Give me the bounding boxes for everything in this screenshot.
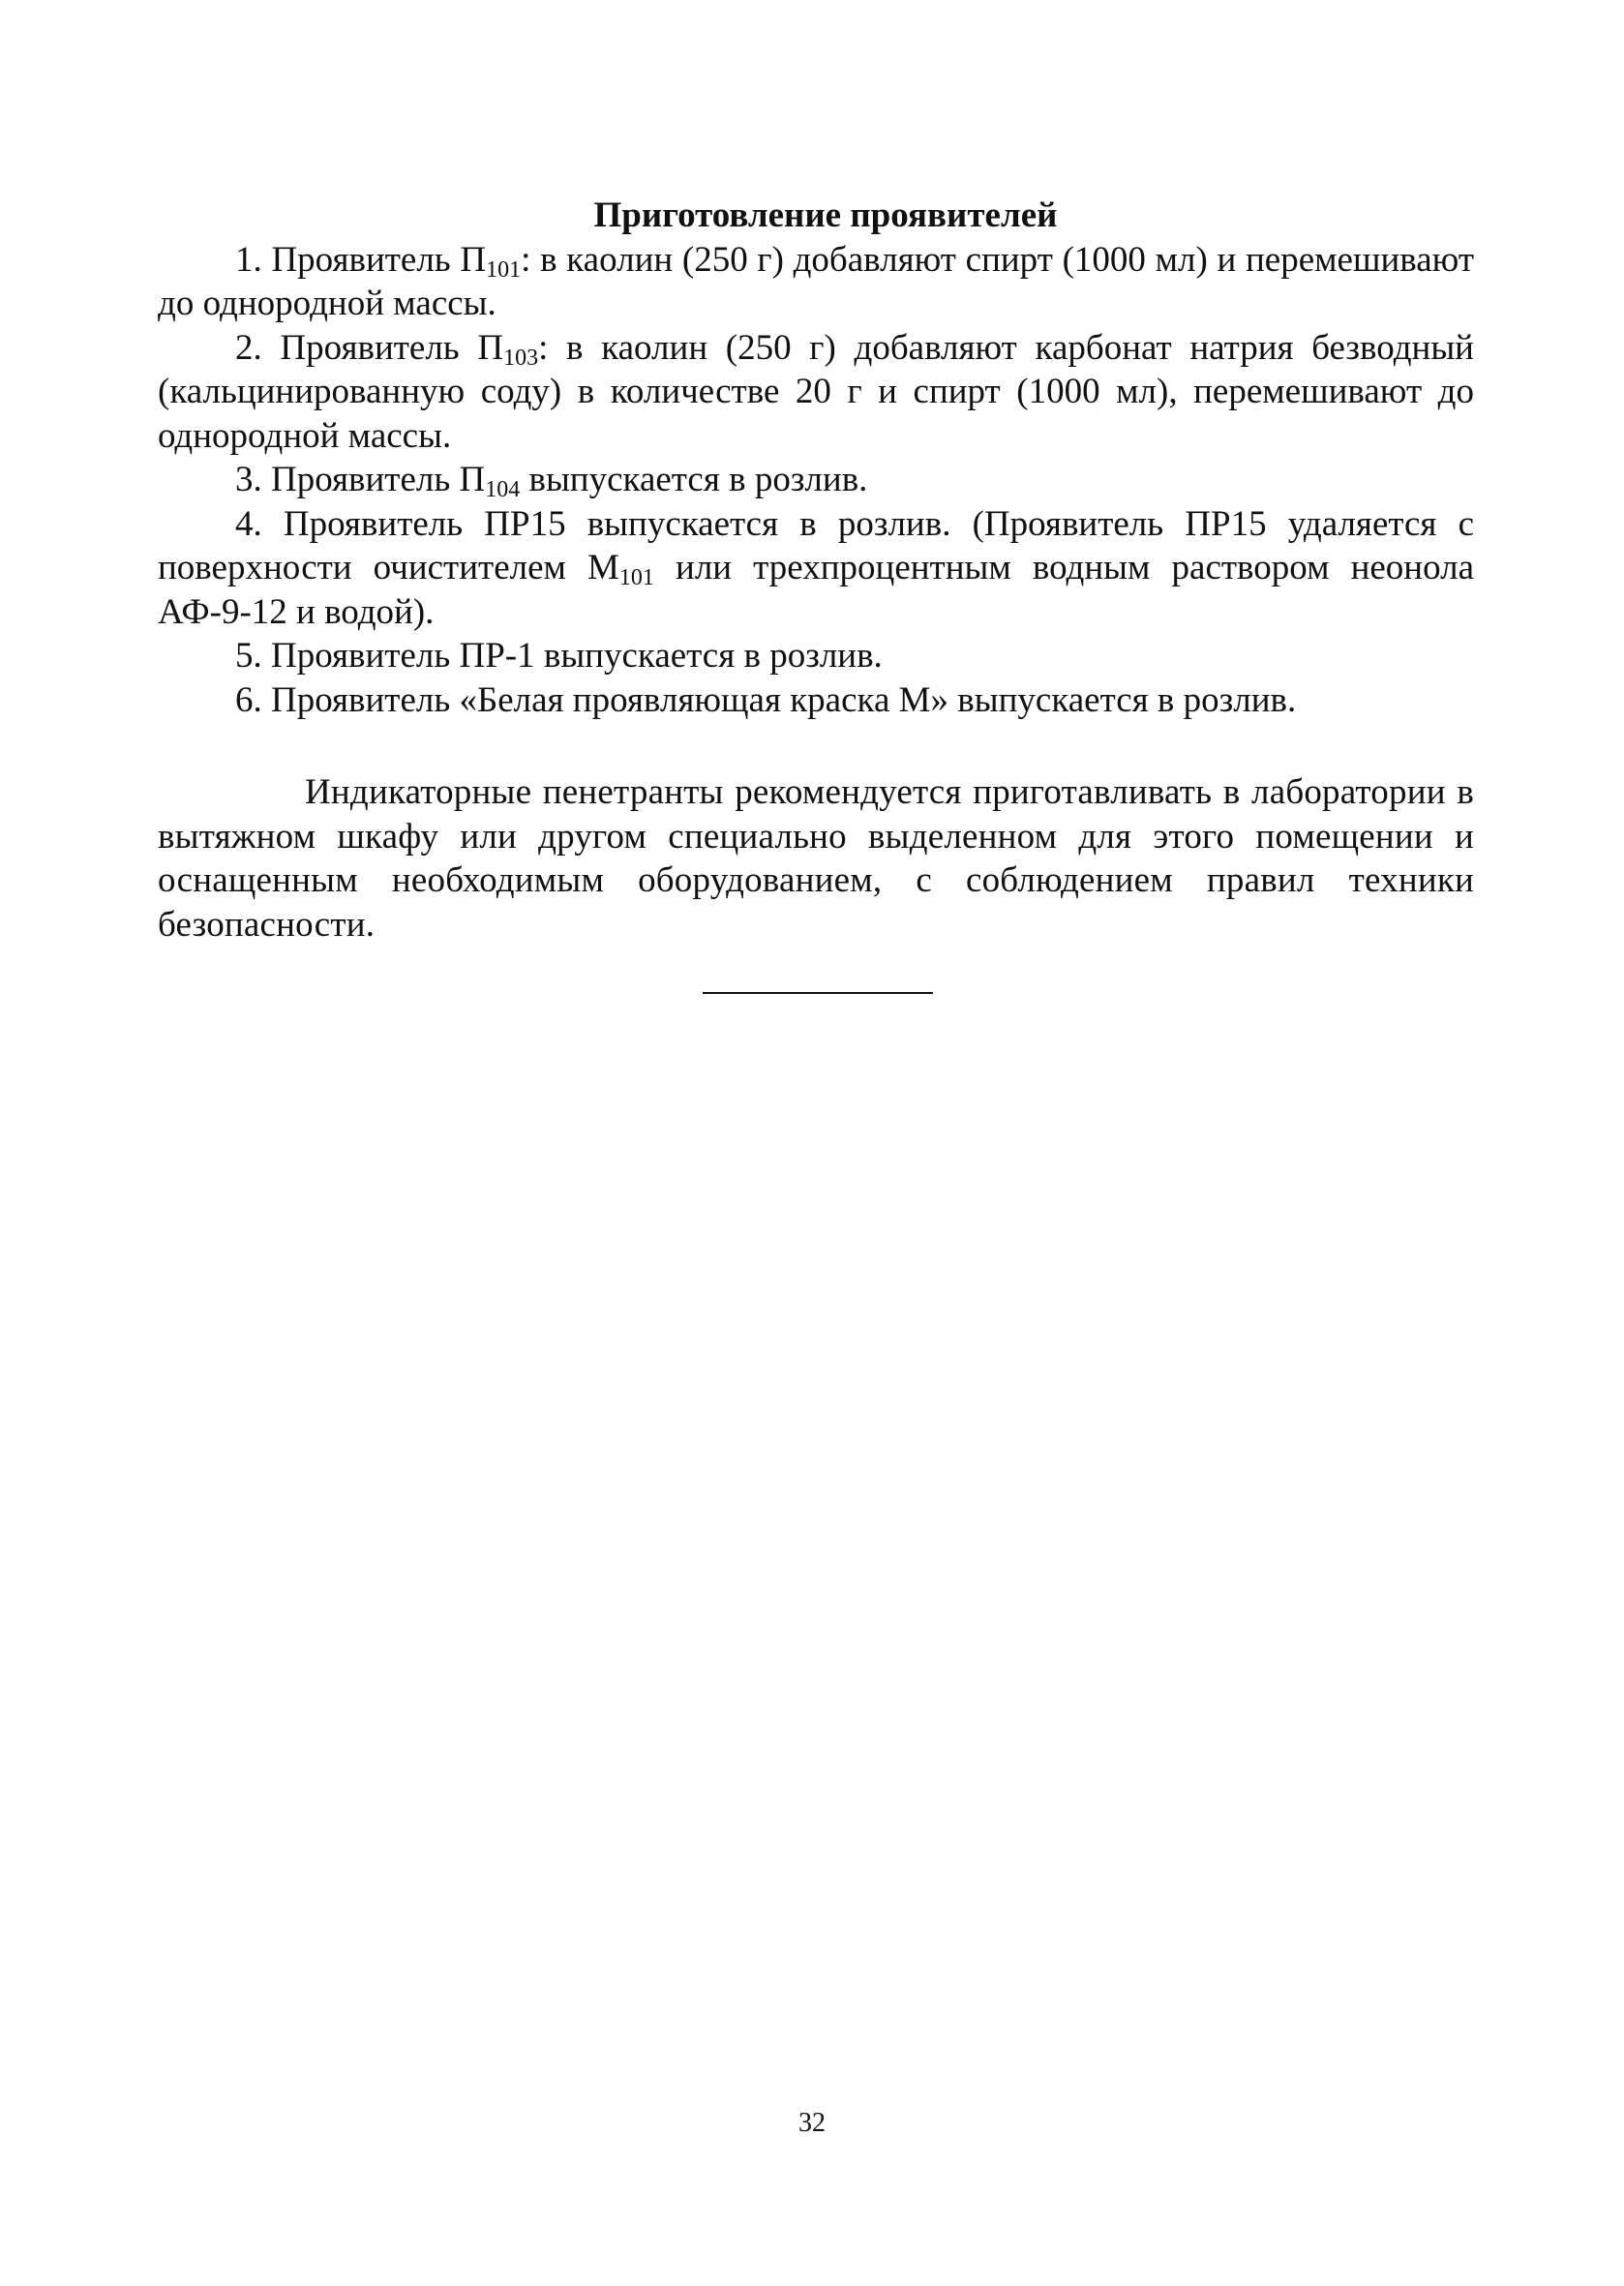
page-number: 32 xyxy=(798,2108,826,2138)
list-item-4 xyxy=(158,502,1474,635)
item-lead: 6. Проявитель «Белая проявляющая краска М» выпускается в розлив. xyxy=(235,679,1297,720)
list-item-2 xyxy=(158,326,1474,459)
item-rest: или трехпроцентным водным раствором неонола АФ-9-12 и водой). xyxy=(158,548,1474,632)
item-subscript: 101 xyxy=(486,256,522,283)
item-lead: 3. Проявитель П xyxy=(235,460,486,499)
item-lead: 1. Проявитель П xyxy=(235,239,487,280)
safety-note: Индикаторные пенетранты рекомендуется приготавливать в лаборатории в вытяжном шкафу или другом специально выделенном для этого помещении и оснащенным необходимым оборудованием, с соблюдением правил техники безопасности. xyxy=(158,772,1474,945)
item-lead: 4. Проявитель ПР15 выпускается в розлив. (Проявитель ПР15 удаляется с поверхности очистителем М xyxy=(158,503,1474,587)
list-item-6 xyxy=(158,678,1474,723)
list-item-5 xyxy=(158,634,1474,678)
item-rest: : в каолин (250 г) добавляют спирт (1000 мл) и перемешивают до однородной массы. xyxy=(158,239,1474,323)
list-item-1 xyxy=(158,238,1474,326)
item-subscript: 104 xyxy=(485,477,521,502)
item-rest: выпускается в розлив. xyxy=(520,460,868,499)
item-lead: 5. Проявитель ПР-1 выпускается в розлив. xyxy=(235,636,883,676)
document-body xyxy=(158,194,1474,947)
item-subscript: 101 xyxy=(618,565,654,590)
section-title: Приготовление проявителей xyxy=(593,196,1058,235)
section-divider xyxy=(703,992,933,994)
item-lead: 2. Проявитель П xyxy=(235,327,504,368)
item-subscript: 103 xyxy=(503,345,539,371)
list-item-3 xyxy=(158,458,1474,502)
item-rest: : в каолин (250 г) добавляют карбонат натрия безводный (кальцинированную соду) в количестве 20 г и спирт (1000 мл), перемешивают до однородной массы. xyxy=(158,327,1474,456)
